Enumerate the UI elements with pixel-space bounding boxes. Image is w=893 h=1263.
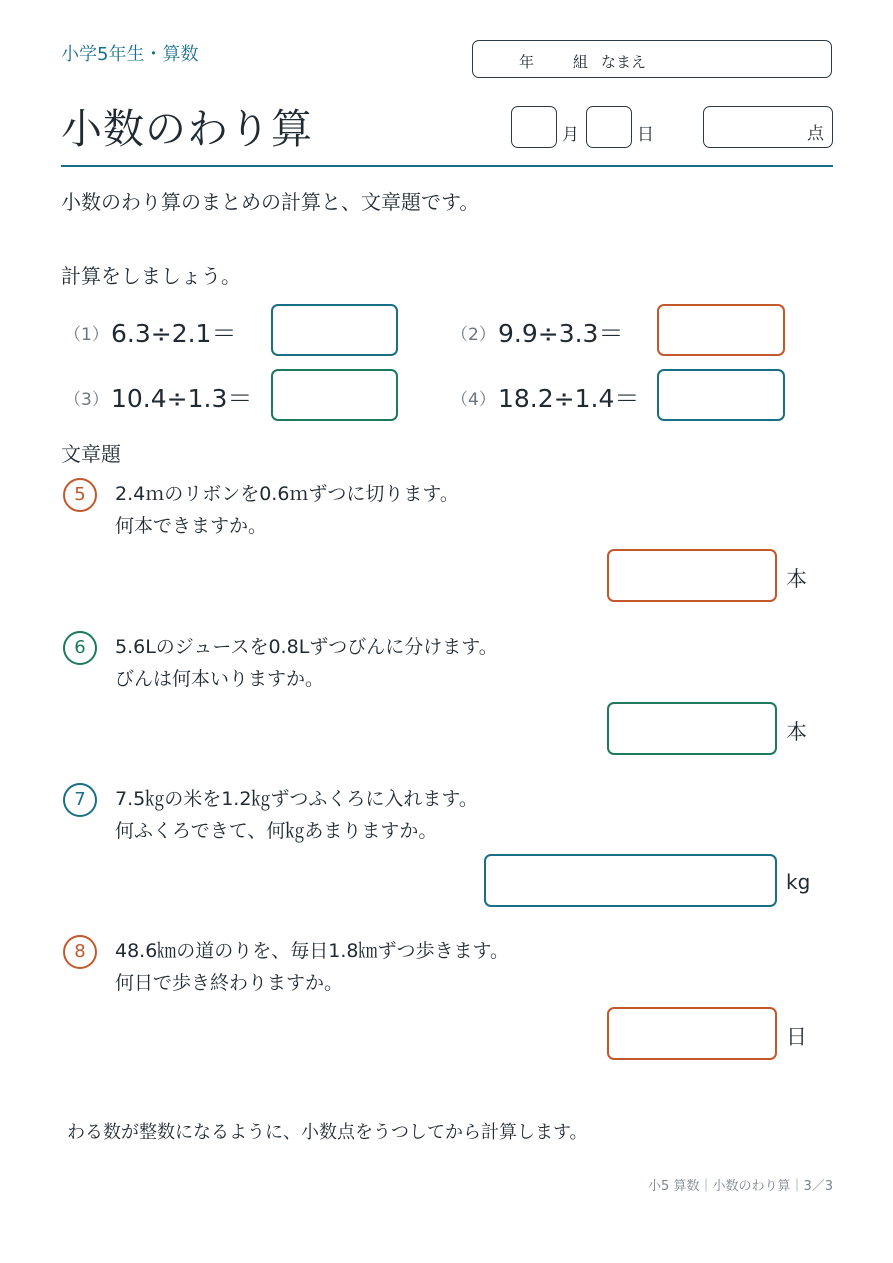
problem-expression: 6.3÷2.1＝ bbox=[111, 319, 237, 348]
answer-box-6[interactable] bbox=[607, 702, 777, 755]
unit-label: 日 bbox=[786, 1025, 807, 1049]
problem-text-line2: 何本できますか。 bbox=[115, 515, 268, 537]
problem-number-badge: 5 bbox=[63, 478, 97, 512]
problem-number: （1） bbox=[64, 325, 109, 345]
problem-expression: 18.2÷1.4＝ bbox=[498, 384, 640, 413]
answer-box-7[interactable] bbox=[484, 854, 777, 907]
score-field[interactable] bbox=[703, 106, 833, 148]
page-title: 小数のわり算 bbox=[61, 105, 313, 153]
name-label: なまえ bbox=[601, 53, 647, 71]
problem-expression: 9.9÷3.3＝ bbox=[498, 319, 624, 348]
unit-label: kg bbox=[786, 870, 811, 894]
answer-box-5[interactable] bbox=[607, 549, 777, 602]
name-box[interactable] bbox=[472, 40, 832, 78]
page-footer: 小5 算数｜小数のわり算｜3／3 bbox=[648, 1179, 833, 1194]
problem-number: （4） bbox=[451, 390, 496, 410]
problem-number: （3） bbox=[64, 390, 109, 410]
hint-text: わる数が整数になるように、小数点をうつしてから計算します。 bbox=[67, 1122, 588, 1143]
day-field[interactable] bbox=[586, 106, 632, 148]
problem-text-line1: 5.6Lのジュースを0.8Lずつびんに分けます。 bbox=[115, 636, 498, 658]
answer-box-1[interactable] bbox=[271, 304, 398, 356]
problem-number-badge: 6 bbox=[63, 631, 97, 665]
month-field[interactable] bbox=[511, 106, 557, 148]
answer-box-3[interactable] bbox=[271, 369, 398, 421]
day-label: 日 bbox=[637, 125, 654, 145]
month-label: 月 bbox=[562, 125, 579, 145]
answer-box-2[interactable] bbox=[657, 304, 785, 356]
problem-text-line1: 2.4ｍのリボンを0.6ｍずつに切ります。 bbox=[115, 483, 459, 505]
class-label: 組 bbox=[573, 53, 589, 71]
score-label: 点 bbox=[807, 124, 824, 144]
problem-text-line1: 48.6㎞の道のりを、毎日1.8㎞ずつ歩きます。 bbox=[115, 940, 510, 962]
word-heading: 文章題 bbox=[61, 442, 121, 466]
problem-text-line1: 7.5㎏の米を1.2㎏ずつふくろに入れます。 bbox=[115, 788, 478, 810]
problem-text-line2: 何ふくろできて、何㎏あまりますか。 bbox=[115, 820, 438, 842]
problem-number: （2） bbox=[451, 325, 496, 345]
unit-label: 本 bbox=[786, 720, 807, 744]
intro-text: 小数のわり算のまとめの計算と、文章題です。 bbox=[61, 190, 480, 214]
problem-text-line2: びんは何本いりますか。 bbox=[115, 668, 325, 690]
answer-box-4[interactable] bbox=[657, 369, 785, 421]
answer-box-8[interactable] bbox=[607, 1007, 777, 1060]
problem-number-badge: 7 bbox=[63, 783, 97, 817]
problem-expression: 10.4÷1.3＝ bbox=[111, 384, 253, 413]
grade-subject: 小学5年生・算数 bbox=[61, 44, 199, 65]
problem-text-line2: 何日で歩き終わりますか。 bbox=[115, 972, 344, 994]
problem-number-badge: 8 bbox=[63, 935, 97, 969]
year-label: 年 bbox=[519, 53, 535, 71]
calc-heading: 計算をしましょう。 bbox=[61, 264, 241, 288]
unit-label: 本 bbox=[786, 567, 807, 591]
header-divider bbox=[61, 165, 833, 167]
